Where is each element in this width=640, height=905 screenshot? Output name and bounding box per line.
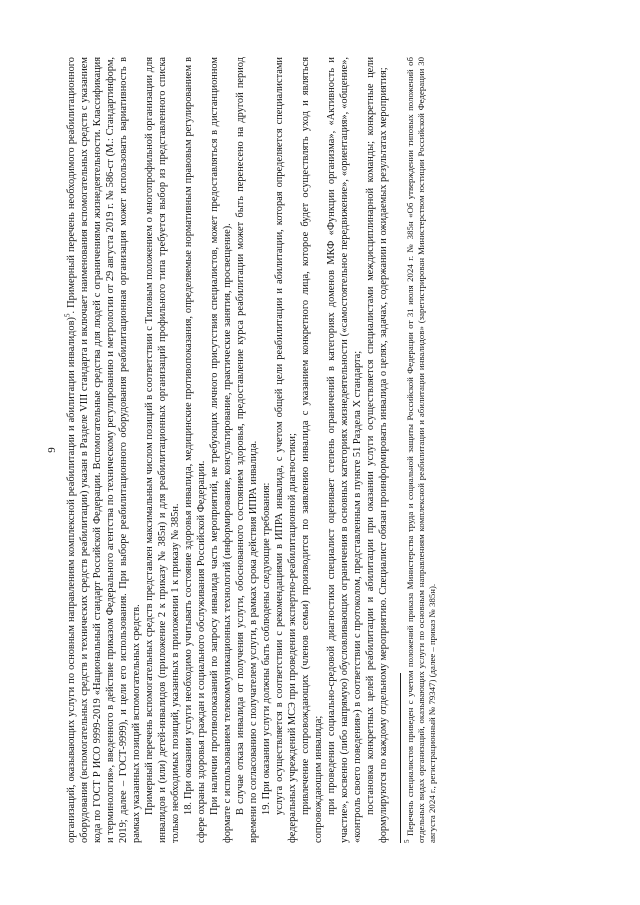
document-page	[40, 33, 600, 873]
paragraph-text: организаций, оказывающих услуги по основным направлениям комплексной реабилитации и абилитации инвалидов)	[66, 316, 77, 843]
footnote-reference: 5	[63, 313, 72, 317]
paragraph: Примерный перечень вспомогательных средств представлен максимальным числом позиций в соответствии с Типовым положением о многопрофильной организации для инвалидов и (или) детей-инвалидов (приложение 2 к приказу № 385н) и для реабилитационных организаций профильного типа требуется выбор из представленного списка только необходимых позиций, указанных в приложении 1 к приказу № 385н.	[144, 56, 181, 843]
paragraph-intro	[65, 57, 143, 843]
requirement-item: услуга осуществляется в соответствии с рекомендациями в ИПРА инвалида, с учетом общей цели реабилитации и абилитации, которая определяется специалистами федеральных учреждений МСЭ при проведении экспертно-реабилитационной диагностики;	[274, 56, 298, 843]
footnote-text: Перечень специалистов приведен с учетом положений приказа Министерства труда и социальной защиты Российской Федерации от 31 июля 2024 г. № 385н «Об утверждении типовых положений об отдельных видах организаций, оказывающих услуги по основным направлениям комплексной реабилитации и абилитации инвалидов» (зарегистрирован Министерством юстиции Российской Федерации 30 августа 2024 г., регистрационный № 79347) (далее – приказ № 385н).	[405, 56, 437, 843]
page-number: 9	[46, 446, 58, 453]
paragraph-text-tail: . Примерный перечень необходимого реабилитационного оборудования (вспомогательных средств и технических средств реабилитации) указан в Разделе VIII стандарта и включает наименования вспомогательных средств с указанием кода по ГОСТ Р ИСО 9999-2019 «Национальный стандарт Российской Федерации. Вспомогательные средства для людей с ограничениями жизнедеятельности. Классификация и терминология», введенного в действие приказом Федерального агентства по техническому регулированию и метрологии от 29 августа 2019 г. № 586-ст (М.: Стандартинформ, 2019; далее – ГОСТ-9999), и цели его использования. При выборе реабилитационного оборудования реабилитационная организация может использовать вариативность в рамках указанных позиций вспомогательных средств.	[66, 56, 142, 843]
footnote-divider	[400, 673, 401, 843]
paragraph-item-19: 19. При оказании услуги должны быть соблюдены следующие требования:	[261, 482, 272, 815]
requirement-item: привлечение сопровождающих (членов семьи) производится по заявлению инвалида с указанием конкретного лица, которое будет осуществлять уход и являться сопровождающим инвалида;	[300, 56, 324, 843]
footnote	[405, 57, 438, 843]
paragraph: В случае отказа инвалида от получения услуги, обоснованного состоянием здоровья, предоставление курса реабилитации может быть перенесено на другой период времени по согласованию с получателем услуги, в рамках срока действия ИПРА инвалида.	[235, 56, 259, 843]
requirement-item: при проведении социально-средовой диагностики специалист оценивает степень ограничений в категориях доменов МКФ «Функции организма», «Активность и участие», косвенно (либо напрямую) обусловливающих ограничения в основных категориях жизнедеятельности («самостоятельное передвижение», «ориентация», «общение», «контроль своего поведения») в соответствии с протоколом, представленным в пункте 51 Раздела X стандарта;	[326, 56, 363, 843]
requirement-item: постановка конкретных целей реабилитации и абилитации при оказании услуги осуществляется специалистами междисциплинарной команды; конкретные цели формулируются по каждому отдельному мероприятию. Специалист обязан проинформировать инвалида о целях, задачах, содержании и ожидаемых результатах мероприятия;	[365, 56, 389, 843]
paragraph-item-18: 18. При оказании услуги необходимо учитывать состояние здоровья инвалида, медицинские противопоказания, определяемые нормативным правовым регулированием в сфере охраны здоровья граждан и социального обслуживания Российской Федерации.	[183, 56, 207, 843]
paragraph: При наличии противопоказаний по запросу инвалида часть мероприятий, не требующих личного присутствия специалистов, может предоставляться в дистанционном формате с использованием телекоммуникационных технологий (информирование, консультирование, практические занятия, просвещение).	[209, 56, 233, 843]
footnote-mark: 5	[403, 839, 412, 843]
